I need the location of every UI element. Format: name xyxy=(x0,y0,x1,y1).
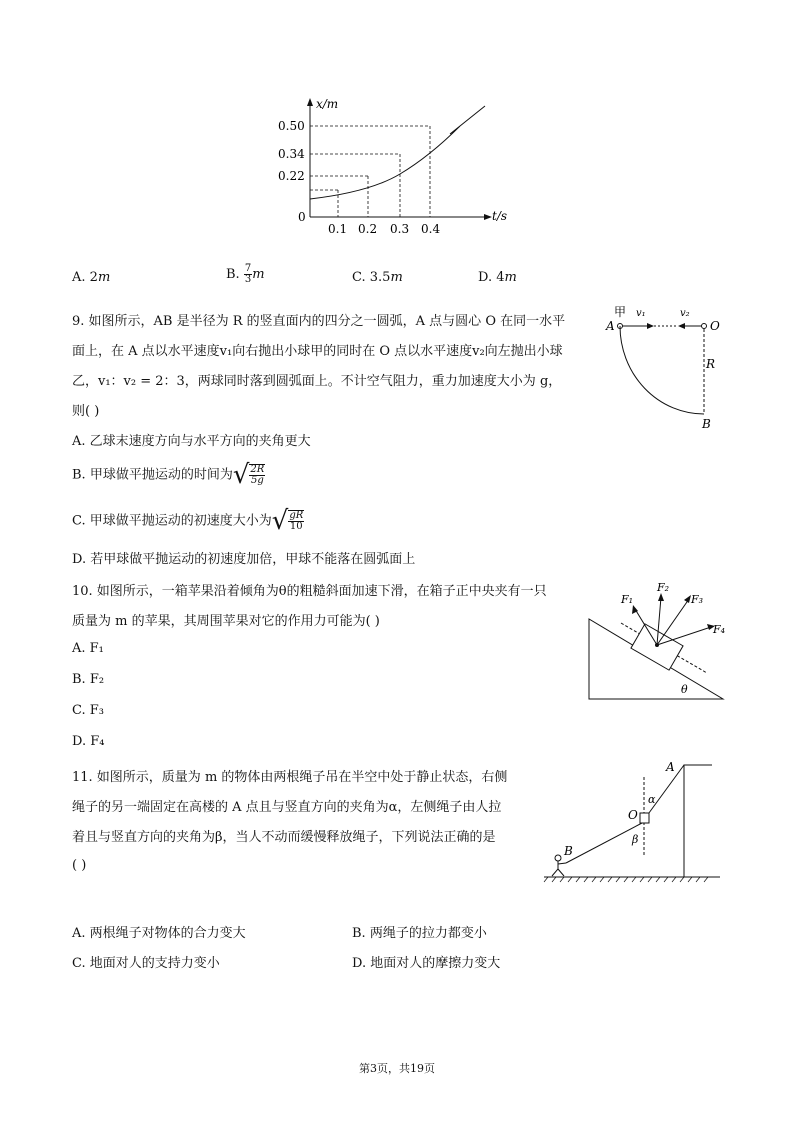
q11-line-4: ( ) xyxy=(72,858,87,873)
q11-line-2: 绳子的另一端固定在高楼的 A 点且与竖直方向的夹角为α，左侧绳子由人拉 xyxy=(72,800,502,815)
x-tick-01: 0.1 xyxy=(328,222,348,236)
q9-option-a: A. 乙球末速度方向与水平方向的夹角更大 xyxy=(72,434,311,449)
q10-figure xyxy=(585,575,730,705)
label-v2: v₂ xyxy=(680,308,690,319)
q11-line-1: 11. 如图所示，质量为 m 的物体由两根绳子吊在半空中处于静止状态，右侧 xyxy=(72,770,508,785)
x-t-graph xyxy=(270,92,520,240)
q11-line-3: 着且与竖直方向的夹角为β，当人不动而缓慢释放绳子，下列说法正确的是 xyxy=(72,830,496,845)
q10-option-b: B. F₂ xyxy=(72,672,105,687)
y-axis-label: x/m xyxy=(316,97,339,111)
label-O: O xyxy=(628,808,638,822)
origin-label: 0 xyxy=(298,210,306,224)
x-axis-label: t/s xyxy=(492,209,508,223)
q8-option-a: A. 2m xyxy=(72,270,111,285)
y-tick-022: 0.22 xyxy=(278,169,305,183)
y-tick-050: 0.50 xyxy=(278,119,305,133)
label-alpha: α xyxy=(648,793,656,806)
q10-option-c: C. F₃ xyxy=(72,703,104,718)
q9-line-3: 乙，v₁：v₂ = 2：3，两球同时落到圆弧面上。不计空气阻力，重力加速度大小为 g， xyxy=(72,374,562,389)
q8-option-b: B. $\frac{7}{3}$ m xyxy=(226,263,265,285)
x-tick-04: 0.4 xyxy=(421,222,441,236)
label-theta: θ xyxy=(681,683,688,696)
page-footer: 第3页，共19页 xyxy=(359,1062,435,1075)
label-jia: 甲 xyxy=(614,305,627,319)
label-beta: β xyxy=(632,833,639,846)
label-A: A xyxy=(666,760,675,774)
label-F3: F₃ xyxy=(691,593,704,606)
label-B: B xyxy=(564,844,573,858)
q9-line-1: 9. 如图所示，AB 是半径为 R 的竖直面内的四分之一圆弧，A 点与圆心 O 在同一水平 xyxy=(72,314,566,329)
label-B: B xyxy=(702,417,711,431)
q10-option-a: A. F₁ xyxy=(72,641,104,656)
label-A: A xyxy=(606,319,615,333)
q11-option-b: B. 两绳子的拉力都变小 xyxy=(352,926,487,941)
q9-option-c: C. 甲球做平抛运动的初速度大小为√ $\frac{gR}{10}$ xyxy=(72,506,304,536)
y-tick-034: 0.34 xyxy=(278,147,305,161)
q11-option-c: C. 地面对人的支持力变小 xyxy=(72,956,220,971)
label-F2: F₂ xyxy=(657,581,670,594)
q9-line-4: 则( ) xyxy=(72,404,100,419)
label-R: R xyxy=(706,357,716,371)
q11-option-a: A. 两根绳子对物体的合力变大 xyxy=(72,926,246,941)
q11-option-d: D. 地面对人的摩擦力变大 xyxy=(352,956,501,971)
q9-line-2: 面上，在 A 点以水平速度v₁向右抛出小球甲的同时在 O 点以水平速度v₂向左抛出小球 xyxy=(72,344,563,359)
label-O: O xyxy=(710,319,720,333)
x-tick-02: 0.2 xyxy=(358,222,378,236)
q10-option-d: D. F₄ xyxy=(72,734,105,749)
q9-option-d: D. 若甲球做平抛运动的初速度加倍，甲球不能落在圆弧面上 xyxy=(72,552,416,567)
q11-figure xyxy=(540,755,725,885)
q10-line-1: 10. 如图所示，一箱苹果沿着倾角为θ的粗糙斜面加速下滑，在箱子正中央夹有一只 xyxy=(72,584,547,599)
q8-option-d: D. 4m xyxy=(478,270,517,285)
q8-option-c: C. 3.5m xyxy=(352,270,403,285)
q9-option-b: B. 甲球做平抛运动的时间为√ $\frac{2R}{5g}$ xyxy=(72,460,265,490)
label-F4: F₄ xyxy=(713,623,726,636)
label-v1: v₁ xyxy=(636,308,646,319)
label-F1: F₁ xyxy=(621,593,634,606)
q9-figure xyxy=(600,302,730,437)
q10-line-2: 质量为 m 的苹果，其周围苹果对它的作用力可能为( ) xyxy=(72,614,380,629)
x-tick-03: 0.3 xyxy=(390,222,410,236)
